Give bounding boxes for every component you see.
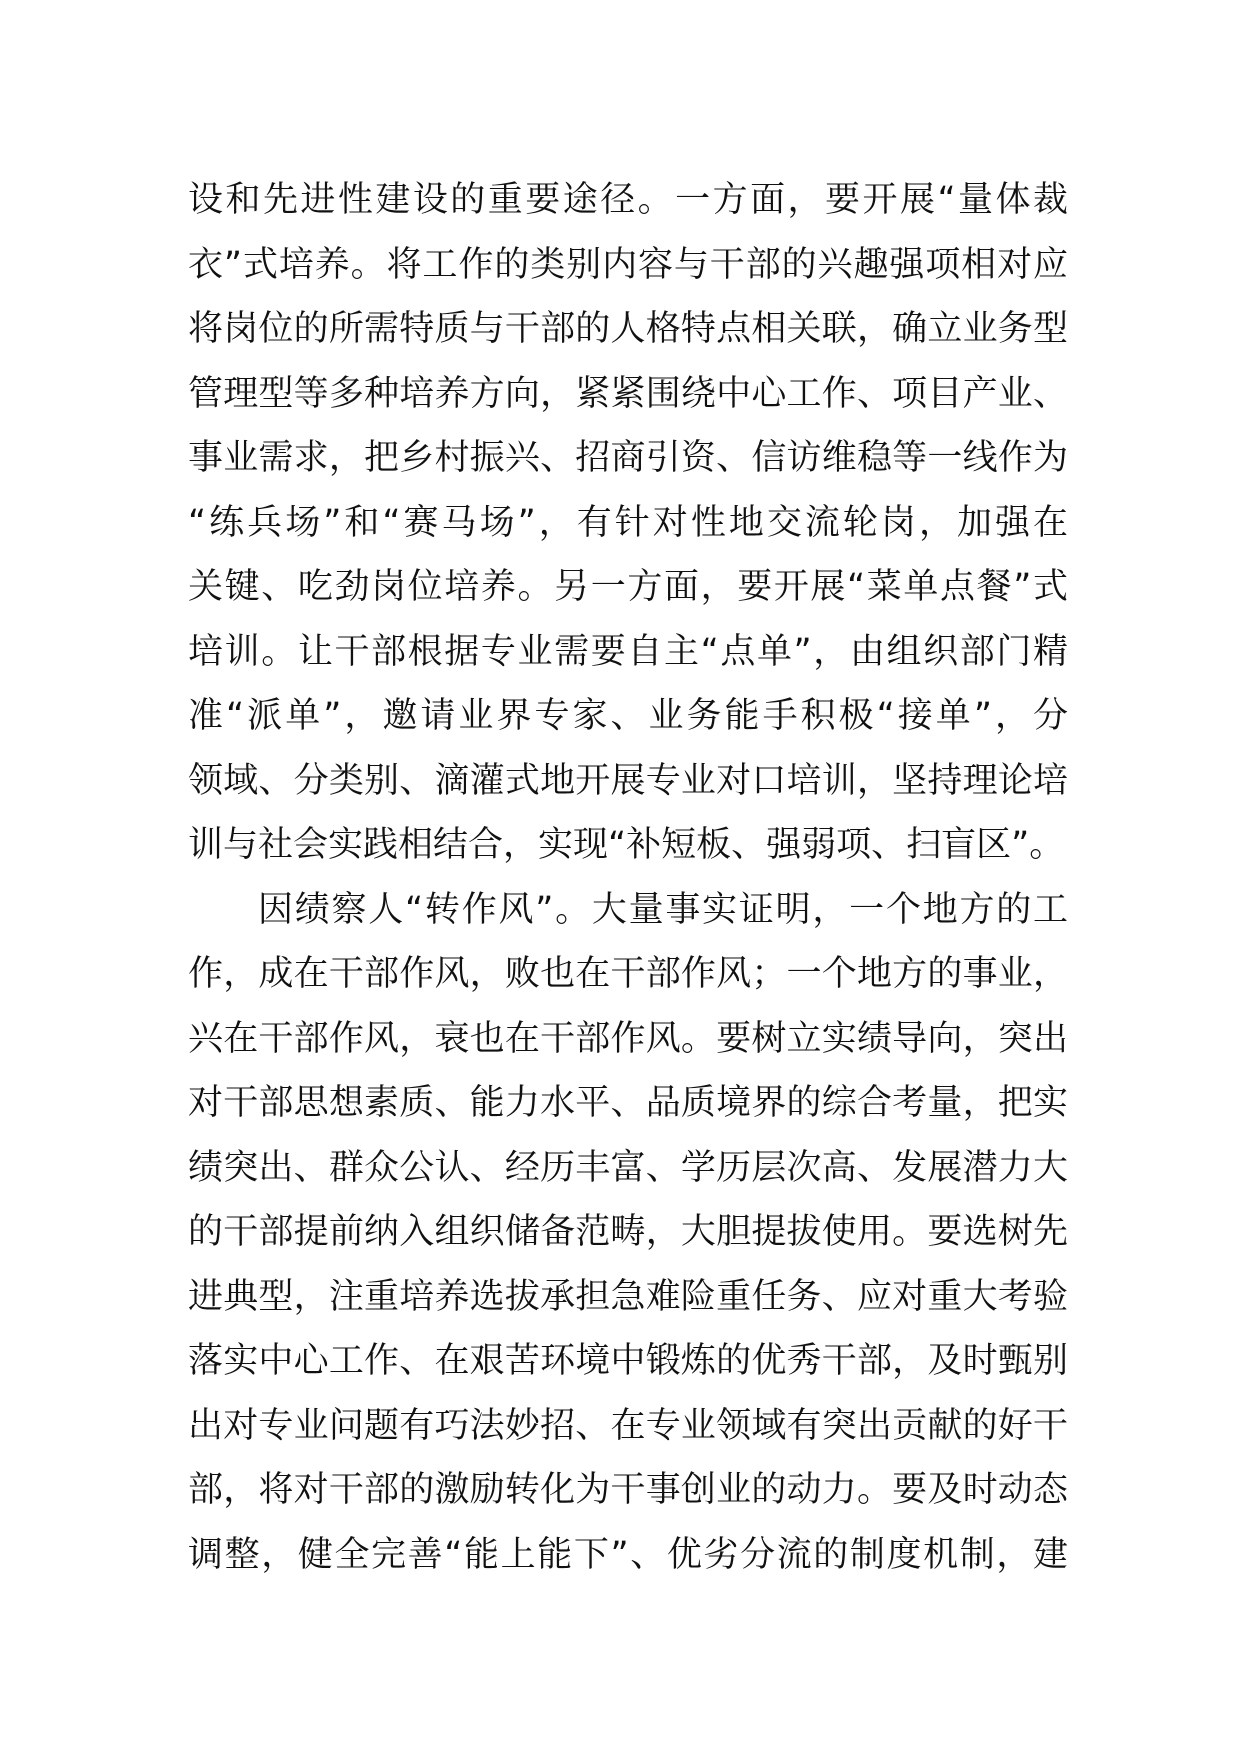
text-line: 设和先进性建设的重要途径。一方面，要开展“量体裁 bbox=[188, 180, 1068, 220]
text-line: 进典型，注重培养选拔承担急难险重任务、应对重大考验 bbox=[188, 1276, 1068, 1317]
text-line: 关键、吃劲岗位培养。另一方面，要开展“菜单点餐”式 bbox=[188, 567, 1068, 607]
text-line: 绩突出、群众公认、经历丰富、学历层次高、发展潜力大 bbox=[188, 1147, 1068, 1188]
text-line: 兴在干部作风，衰也在干部作风。要树立实绩导向，突出 bbox=[188, 1018, 1068, 1059]
text-line: 作，成在干部作风，败也在干部作风；一个地方的事业， bbox=[188, 954, 1068, 994]
text-line: 部，将对干部的激励转化为干事创业的动力。要及时动态 bbox=[188, 1470, 1068, 1510]
text-line: 将岗位的所需特质与干部的人格特点相关联，确立业务型 bbox=[188, 309, 1068, 349]
text-line: 出对专业问题有巧法妙招、在专业领域有突出贡献的好干 bbox=[188, 1405, 1068, 1446]
text-line: “练兵场”和“赛马场”，有针对性地交流轮岗，加强在 bbox=[188, 502, 1068, 543]
text-line: 落实中心工作、在艰苦环境中锻炼的优秀干部，及时甄别 bbox=[188, 1341, 1068, 1381]
text-line: 衣”式培养。将工作的类别内容与干部的兴趣强项相对应 bbox=[188, 244, 1068, 285]
text-line: 管理型等多种培养方向，紧紧围绕中心工作、项目产业、 bbox=[188, 373, 1068, 414]
text-line: 对干部思想素质、能力水平、品质境界的综合考量，把实 bbox=[188, 1083, 1068, 1123]
paragraph-end-line: 训与社会实践相结合，实现“补短板、强弱项、扫盲区”。 bbox=[188, 825, 1065, 865]
text-line: 准“派单”，邀请业界专家、业务能手积极“接单”，分 bbox=[188, 696, 1068, 736]
body-text bbox=[188, 168, 1068, 1587]
text-line: 领域、分类别、滴灌式地开展专业对口培训，坚持理论培 bbox=[188, 760, 1068, 801]
text-line: 调整，健全完善“能上能下”、优劣分流的制度机制，建 bbox=[188, 1534, 1068, 1575]
paragraph-start-line: 因绩察人“转作风”。大量事实证明，一个地方的工 bbox=[258, 889, 1068, 930]
text-line: 培训。让干部根据专业需要自主“点单”，由组织部门精 bbox=[188, 631, 1068, 672]
text-line: 的干部提前纳入组织储备范畴，大胆提拔使用。要选树先 bbox=[188, 1212, 1068, 1252]
text-line: 事业需求，把乡村振兴、招商引资、信访维稳等一线作为 bbox=[188, 438, 1068, 478]
